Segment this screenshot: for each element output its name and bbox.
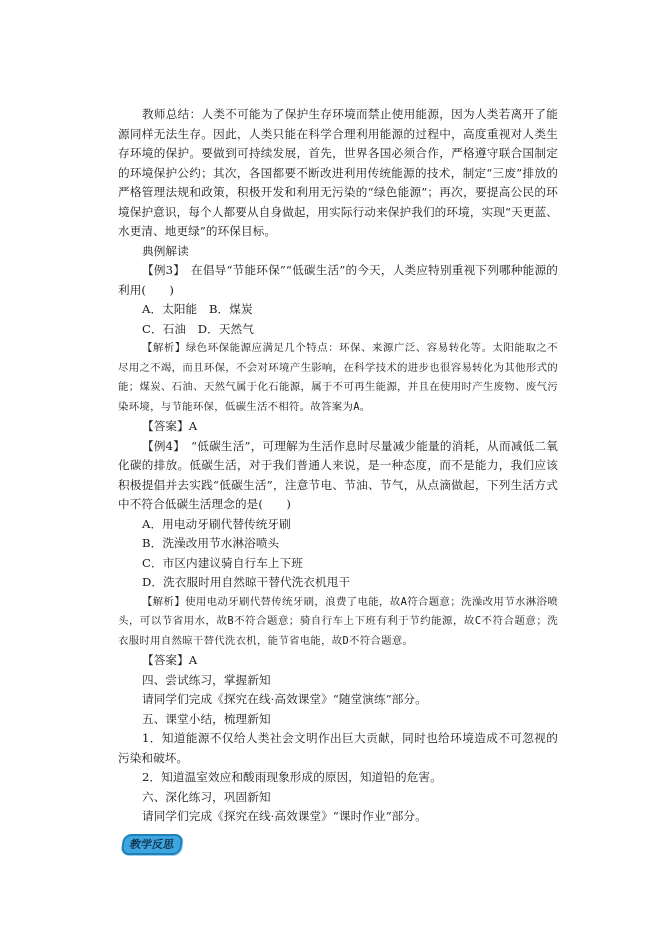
example3-options-ab: A．太阳能 B．煤炭	[142, 302, 253, 316]
section5-title: 五、课堂小结，梳理新知	[142, 711, 271, 726]
section5-item1: 1．知道能源不仅给人类社会文明作出巨大贡献，同时也给环境造成不可忽视的污染和破坏。	[118, 731, 558, 765]
section5-item2: 2．知道温室效应和酸雨现象形成的原因，知道铅的危害。	[142, 770, 442, 784]
section6-text: 请同学们完成《探究在线·高效课堂》“课时作业”部分。	[142, 809, 427, 823]
teaching-reflection-badge: 教学反思	[121, 834, 184, 855]
example3-question: 【例3】 在倡导“节能环保”“低碳生活”的今天，人类应特别重视下列哪种能源的利用( )	[118, 263, 558, 297]
example4-option-c: C．市区内建议骑自行车上下班	[142, 555, 303, 570]
section4-title: 四、尝试练习，掌握新知	[142, 672, 271, 687]
section6-title: 六、深化练习，巩固新知	[142, 789, 271, 804]
examples-heading: 典例解读	[142, 243, 189, 258]
document-content	[118, 105, 558, 855]
example4-option-a: A．用电动牙刷代替传统牙刷	[142, 516, 291, 531]
example4-option-b: B．洗澡改用节水淋浴喷头	[142, 536, 280, 550]
example4-answer: 【答案】A	[142, 653, 198, 667]
teaching-reflection-badge-wrap	[122, 833, 188, 855]
example3-options-cd: C．石油 D．天然气	[142, 321, 254, 336]
section4-text: 请同学们完成《探究在线·高效课堂》“随堂演练”部分。	[142, 692, 427, 706]
teacher-summary: 教师总结：人类不可能为了保护生存环境而禁止使用能源，因为人类若离开了能源同样无法生存。因此，人类只能在科学合理利用能源的过程中，高度重视对人类生存环境的保护。要做到可持续发展，首先，世界各国必须合作，严格遵守联合国制定的环境保护公约；其次，各国都要不断改进利用传统能源的技术，制定“三废”排放的严格管理法规和政策，积极开发和利用无污染的“绿色能源”；再次，要提高公民的环境保护意识，每个人都要从自身做起，用实际行动来保护我们的环境，实现“天更蓝、水更清、地更绿”的环保目标。	[118, 107, 558, 238]
example4-question: 【例4】 “低碳生活”，可理解为生活作息时尽量减少能量的消耗，从而减低二氧化碳的排放。低碳生活，对于我们普通人来说，是一种态度，而不是能力，我们应该积极提倡并去实践“低碳生活”，注意节电、节油、节气，从点滴做起，下列生活方式中不符合低碳生活理念的是( )	[118, 438, 558, 511]
example3-answer: 【答案】A	[142, 419, 198, 433]
example4-analysis: 【解析】使用电动牙刷代替传统牙刷，浪费了电能，故A符合题意；洗澡改用节水淋浴喷头，可以节省用水，故B不符合题意；骑自行车上下班有利于节约能源，故C不符合题意；洗衣服时用自然晾干替代洗衣机，能节省电能，故D不符合题意。	[118, 595, 558, 647]
example3-analysis: 【解析】绿色环保能源应满足几个特点：环保、来源广泛、容易转化等。太阳能取之不尽用之不竭，而且环保，不会对环境产生影响，在科学技术的进步也很容易转化为其他形式的能；煤炭、石油、天然气属于化石能源，属于不可再生能源，并且在使用时产生废物、废气污染环境，与节能环保，低碳生活不相符。故答案为A。	[118, 342, 558, 413]
example4-option-d: D．洗衣服时用自然晾干替代洗衣机甩干	[142, 575, 351, 589]
